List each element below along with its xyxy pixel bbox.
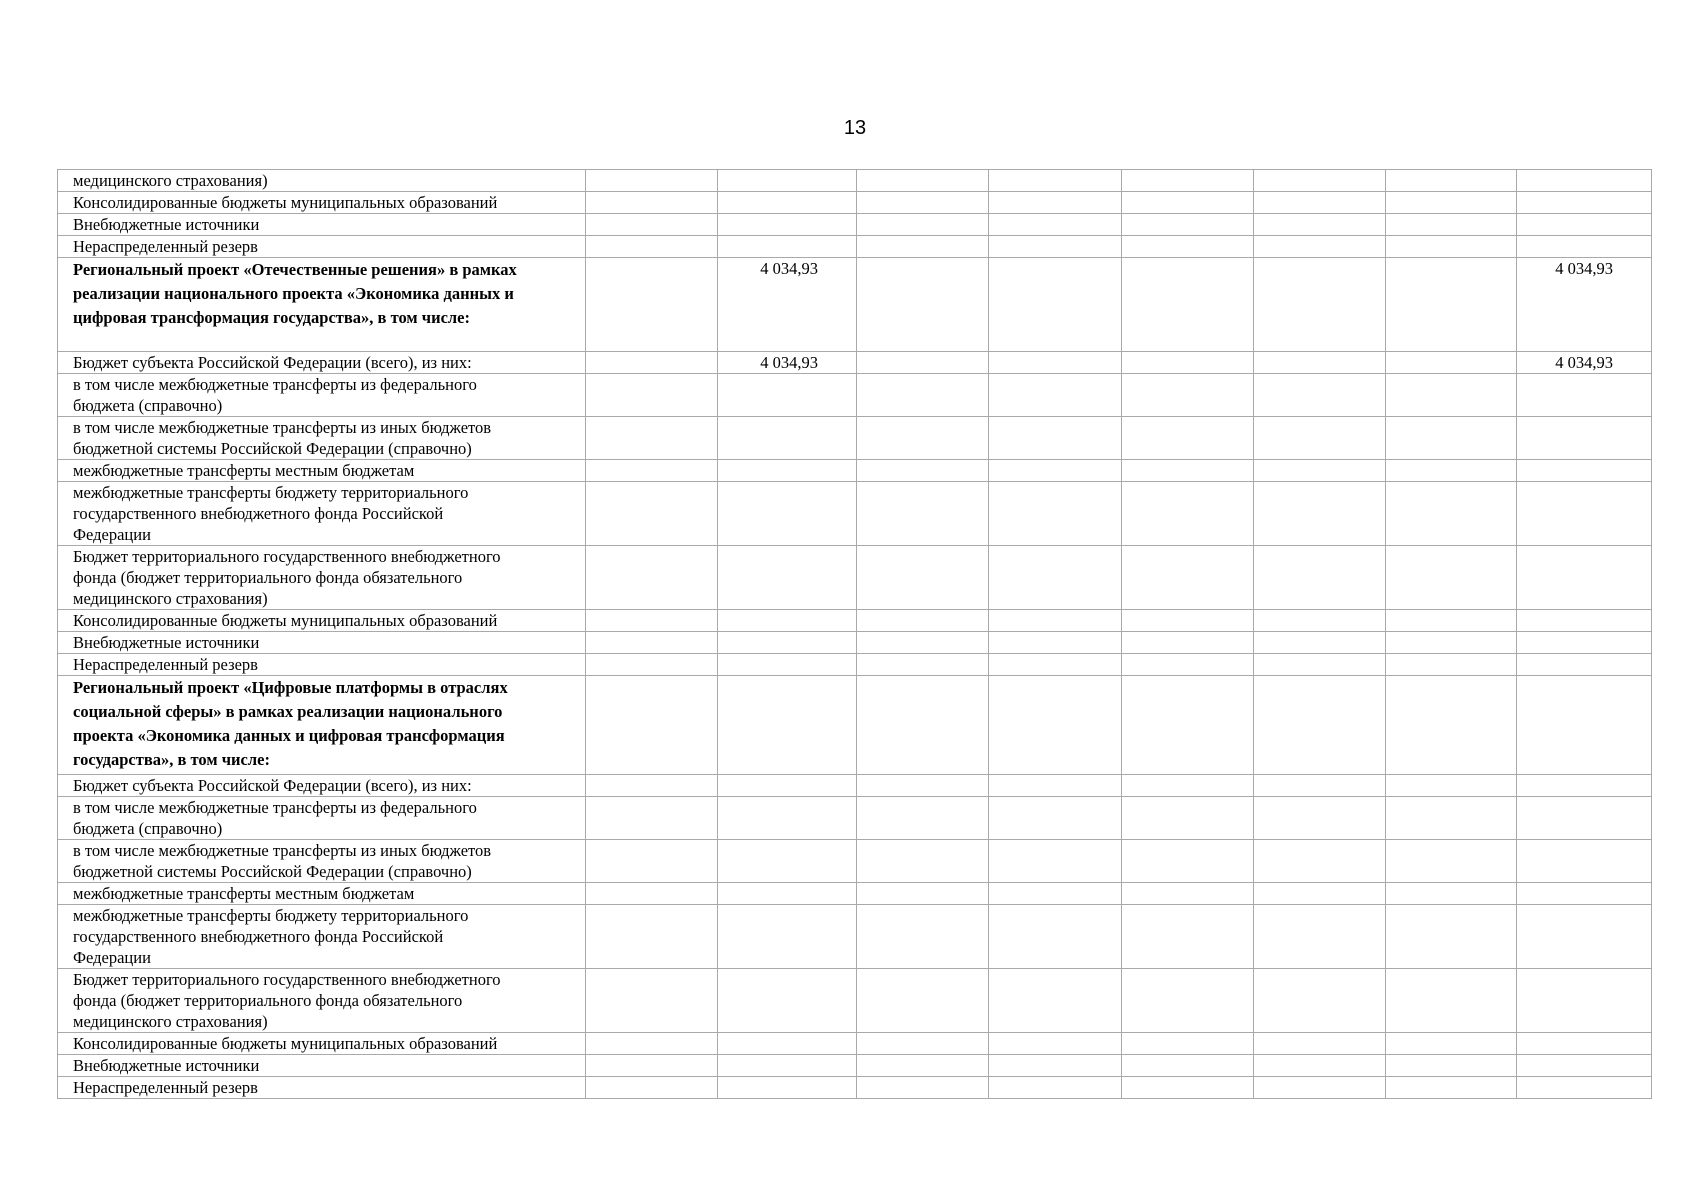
value-cell [1386,840,1517,883]
value-cell [857,482,989,546]
value-cell [1122,170,1254,192]
value-cell [718,1055,857,1077]
value-cell [1386,546,1517,610]
value-cell [586,1033,718,1055]
value-cell [857,417,989,460]
value-cell [586,258,718,352]
value-cell [989,775,1122,797]
value-cell [857,214,989,236]
value-cell [857,676,989,775]
value-cell [1386,258,1517,352]
value-cell [1386,236,1517,258]
row-label: Региональный проект «Отечественные решения» в рамках реализации национального проекта «Экономика данных и цифровая трансформация государства», в том числе: [58,258,586,352]
value-cell [1517,883,1652,905]
value-cell [1254,676,1386,775]
value-cell [1122,654,1254,676]
value-cell [857,775,989,797]
value-cell [1122,969,1254,1033]
table-row [58,969,1652,1033]
row-label: в том числе межбюджетные трансферты из иных бюджетов бюджетной системы Российской Федерации (справочно) [58,840,586,883]
value-cell [1122,214,1254,236]
value-cell [989,654,1122,676]
value-cell [989,610,1122,632]
value-cell [1386,797,1517,840]
value-cell [1517,417,1652,460]
value-cell [586,632,718,654]
value-cell [1517,374,1652,417]
value-cell [857,969,989,1033]
value-cell [1122,797,1254,840]
value-cell [1254,883,1386,905]
value-cell [1254,1033,1386,1055]
row-label: в том числе межбюджетные трансферты из федерального бюджета (справочно) [58,797,586,840]
value-cell [1122,1077,1254,1099]
value-cell [857,654,989,676]
value-cell [1386,676,1517,775]
value-cell [1517,654,1652,676]
value-cell [989,969,1122,1033]
value-cell [1517,1033,1652,1055]
row-label: Нераспределенный резерв [58,1077,586,1099]
value-cell: 4 034,93 [1517,352,1652,374]
budget-table [57,169,1652,1099]
table-row [58,797,1652,840]
value-cell [1254,482,1386,546]
value-cell [718,482,857,546]
value-cell [1122,417,1254,460]
row-label: межбюджетные трансферты местным бюджетам [58,883,586,905]
value-cell: 4 034,93 [1517,258,1652,352]
value-cell [718,797,857,840]
row-label: Консолидированные бюджеты муниципальных образований [58,192,586,214]
value-cell [1254,654,1386,676]
table-body [58,170,1652,1099]
value-cell [989,192,1122,214]
table-row [58,170,1652,192]
table-row [58,610,1652,632]
value-cell [718,1033,857,1055]
row-label: Консолидированные бюджеты муниципальных образований [58,1033,586,1055]
value-cell [1254,797,1386,840]
value-cell [989,214,1122,236]
value-cell [1386,417,1517,460]
table-row [58,654,1652,676]
value-cell [586,676,718,775]
value-cell [718,214,857,236]
value-cell [1122,610,1254,632]
value-cell [1122,676,1254,775]
row-label: Внебюджетные источники [58,214,586,236]
table-row [58,482,1652,546]
value-cell [989,374,1122,417]
value-cell [1254,170,1386,192]
table-row [58,192,1652,214]
row-label: Нераспределенный резерв [58,654,586,676]
row-label: Внебюджетные источники [58,632,586,654]
value-cell [1386,905,1517,969]
value-cell [989,482,1122,546]
value-cell [586,214,718,236]
table-row [58,883,1652,905]
value-cell [1386,654,1517,676]
value-cell [857,374,989,417]
table-row [58,214,1652,236]
value-cell [718,170,857,192]
value-cell [989,236,1122,258]
table-row [58,374,1652,417]
value-cell [1254,417,1386,460]
value-cell [1122,632,1254,654]
value-cell [1386,214,1517,236]
value-cell [586,840,718,883]
value-cell [1254,775,1386,797]
value-cell [586,482,718,546]
value-cell [1386,969,1517,1033]
table-row [58,840,1652,883]
value-cell [1386,1077,1517,1099]
value-cell [718,236,857,258]
value-cell [1517,1055,1652,1077]
value-cell [1122,1055,1254,1077]
value-cell [1254,258,1386,352]
value-cell [857,905,989,969]
value-cell [989,546,1122,610]
table-row [58,546,1652,610]
row-label: Консолидированные бюджеты муниципальных образований [58,610,586,632]
value-cell [1386,1055,1517,1077]
value-cell [1254,236,1386,258]
value-cell [718,417,857,460]
value-cell [1517,969,1652,1033]
value-cell [857,883,989,905]
value-cell [586,969,718,1033]
value-cell [989,632,1122,654]
value-cell [857,460,989,482]
table-row [58,632,1652,654]
value-cell [586,460,718,482]
row-label: в том числе межбюджетные трансферты из федерального бюджета (справочно) [58,374,586,417]
value-cell [1254,969,1386,1033]
value-cell [586,236,718,258]
value-cell [1254,610,1386,632]
value-cell [857,610,989,632]
value-cell [586,797,718,840]
value-cell [1122,840,1254,883]
row-label: Внебюджетные источники [58,1055,586,1077]
value-cell [1517,192,1652,214]
value-cell [1254,1077,1386,1099]
value-cell [586,610,718,632]
value-cell [989,170,1122,192]
value-cell [857,797,989,840]
value-cell [586,192,718,214]
value-cell [1122,775,1254,797]
value-cell [1517,460,1652,482]
value-cell [989,905,1122,969]
row-label: медицинского страхования) [58,170,586,192]
value-cell [989,676,1122,775]
value-cell [1386,170,1517,192]
value-cell [1517,840,1652,883]
value-cell [1254,214,1386,236]
value-cell [857,546,989,610]
value-cell [1122,258,1254,352]
value-cell [718,775,857,797]
value-cell [1517,676,1652,775]
table-row [58,236,1652,258]
value-cell [718,676,857,775]
value-cell [1254,1055,1386,1077]
value-cell [1517,546,1652,610]
value-cell [718,192,857,214]
value-cell [718,374,857,417]
value-cell [718,632,857,654]
row-label: межбюджетные трансферты бюджету территориального государственного внебюджетного фонда Российской Федерации [58,905,586,969]
table-row-section [58,258,1652,352]
value-cell [718,840,857,883]
value-cell [1517,797,1652,840]
value-cell [857,1077,989,1099]
value-cell [1254,632,1386,654]
value-cell [718,546,857,610]
value-cell [1122,352,1254,374]
value-cell [586,374,718,417]
value-cell [1122,236,1254,258]
value-cell [1122,883,1254,905]
value-cell [718,460,857,482]
value-cell [1122,482,1254,546]
value-cell [857,258,989,352]
row-label: Бюджет субъекта Российской Федерации (всего), из них: [58,352,586,374]
value-cell [718,969,857,1033]
value-cell [1386,460,1517,482]
value-cell [718,883,857,905]
value-cell [1122,546,1254,610]
value-cell [857,840,989,883]
value-cell [718,1077,857,1099]
value-cell [1386,482,1517,546]
table-row [58,905,1652,969]
value-cell [586,654,718,676]
row-label: Бюджет территориального государственного внебюджетного фонда (бюджет территориального фонда обязательного медицинского страхования) [58,969,586,1033]
value-cell [989,840,1122,883]
value-cell [989,258,1122,352]
value-cell [989,1033,1122,1055]
value-cell [1517,170,1652,192]
value-cell [1254,352,1386,374]
value-cell [586,1077,718,1099]
table-row [58,417,1652,460]
row-label: в том числе межбюджетные трансферты из иных бюджетов бюджетной системы Российской Федерации (справочно) [58,417,586,460]
value-cell [1386,192,1517,214]
table-row [58,1077,1652,1099]
value-cell [1254,374,1386,417]
value-cell [857,632,989,654]
value-cell [989,797,1122,840]
value-cell [1386,632,1517,654]
row-label: Бюджет территориального государственного внебюджетного фонда (бюджет территориального фонда обязательного медицинского страхования) [58,546,586,610]
value-cell [857,352,989,374]
table-row [58,1033,1652,1055]
value-cell [586,546,718,610]
value-cell [857,192,989,214]
value-cell [1386,775,1517,797]
value-cell [989,352,1122,374]
value-cell [586,170,718,192]
value-cell [857,1055,989,1077]
value-cell [1254,546,1386,610]
value-cell [1122,192,1254,214]
value-cell [989,417,1122,460]
page-number: 13 [843,117,867,139]
value-cell [1122,905,1254,969]
value-cell [586,905,718,969]
value-cell [1386,610,1517,632]
value-cell [1386,883,1517,905]
value-cell [1517,214,1652,236]
value-cell [1122,1033,1254,1055]
value-cell [718,905,857,969]
value-cell [1254,905,1386,969]
row-label: межбюджетные трансферты местным бюджетам [58,460,586,482]
value-cell [989,883,1122,905]
value-cell [1254,192,1386,214]
row-label: межбюджетные трансферты бюджету территориального государственного внебюджетного фонда Российской Федерации [58,482,586,546]
value-cell [989,460,1122,482]
value-cell [1517,905,1652,969]
value-cell [857,1033,989,1055]
table-row [58,352,1652,374]
value-cell [1517,610,1652,632]
value-cell [1517,632,1652,654]
value-cell [1386,374,1517,417]
value-cell [857,236,989,258]
value-cell [718,610,857,632]
value-cell [718,654,857,676]
value-cell [1517,775,1652,797]
table-row [58,460,1652,482]
value-cell [989,1077,1122,1099]
value-cell [1254,460,1386,482]
value-cell [1517,1077,1652,1099]
value-cell [586,352,718,374]
value-cell [586,775,718,797]
value-cell [586,417,718,460]
value-cell [857,170,989,192]
value-cell: 4 034,93 [718,258,857,352]
value-cell [1254,840,1386,883]
row-label: Бюджет субъекта Российской Федерации (всего), из них: [58,775,586,797]
value-cell [1386,352,1517,374]
value-cell: 4 034,93 [718,352,857,374]
row-label: Региональный проект «Цифровые платформы в отраслях социальной сферы» в рамках реализации национального проекта «Экономика данных и цифровая трансформация государства», в том числе: [58,676,586,775]
value-cell [586,1055,718,1077]
value-cell [989,1055,1122,1077]
table-row-section [58,676,1652,775]
value-cell [1122,374,1254,417]
table-row [58,1055,1652,1077]
value-cell [1517,236,1652,258]
table-row [58,775,1652,797]
value-cell [1386,1033,1517,1055]
value-cell [586,883,718,905]
value-cell [1122,460,1254,482]
value-cell [1517,482,1652,546]
row-label: Нераспределенный резерв [58,236,586,258]
